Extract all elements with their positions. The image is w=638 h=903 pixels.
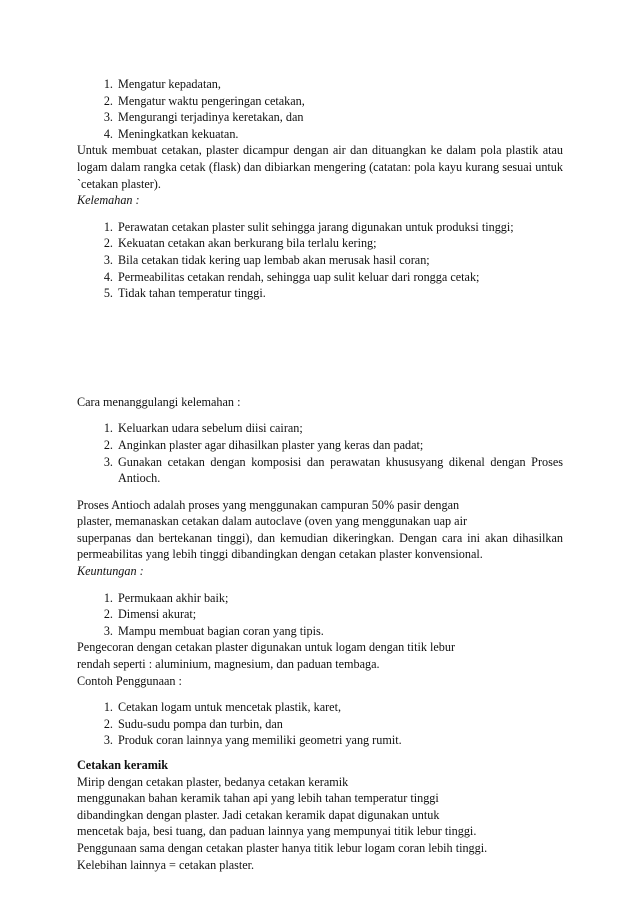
list-item: 3. Produk coran lainnya yang memiliki geometri yang rumit. bbox=[116, 732, 563, 749]
text-line: plaster, memanaskan cetakan dalam autoclave (oven yang menggunakan uap air bbox=[77, 514, 468, 529]
paragraph-antioch bbox=[77, 497, 563, 563]
intro-list bbox=[77, 70, 563, 142]
list-item: 3. Mampu membuat bagian coran yang tipis. bbox=[116, 623, 563, 640]
text-line: menggunakan bahan keramik tahan api yang lebih tahan temperatur tinggi bbox=[77, 791, 439, 806]
list-item: 2. Kekuatan cetakan akan berkurang bila terlalu kering; bbox=[116, 235, 563, 252]
text-line: superpanas dan bertekanan tinggi), dan kemudian dikeringkan. Dengan cara ini akan dihasilkan permeabilitas yang lebih tinggi dibandingkan dengan cetakan plaster konvensional. bbox=[77, 530, 563, 562]
text-line: rendah seperti : aluminium, magnesium, dan paduan tembaga. bbox=[77, 657, 380, 672]
paragraph-pengecoran bbox=[77, 639, 563, 672]
paragraph-plaster: Untuk membuat cetakan, plaster dicampur dengan air dan dituangkan ke dalam pola plastik atau logam dalam rangka cetak (flask) dan dibiarkan mengering (catatan: pola kayu kurang sesuai untuk `cetakan plaster). bbox=[77, 143, 563, 191]
list-item: 1. Permukaan akhir baik; bbox=[116, 590, 563, 607]
text-line: mencetak baja, besi tuang, dan paduan lainnya yang mempunyai titik lebur tinggi. bbox=[77, 824, 477, 839]
text-line: Proses Antioch adalah proses yang menggunakan campuran 50% pasir dengan bbox=[77, 497, 460, 512]
heading-cara: Cara menanggulangi kelemahan : bbox=[77, 394, 241, 409]
keuntungan-list bbox=[77, 590, 563, 640]
list-item: 1. Mengatur kepadatan, bbox=[116, 76, 563, 93]
list-item: 2. Mengatur waktu pengeringan cetakan, bbox=[116, 93, 563, 110]
label-kelemahan: Kelemahan : bbox=[77, 193, 140, 208]
section-title-keramik: Cetakan keramik bbox=[77, 758, 169, 772]
text-line: Mirip dengan cetakan plaster, bedanya cetakan keramik bbox=[77, 774, 349, 789]
contoh-list bbox=[77, 699, 563, 749]
list-item: 3. Gunakan cetakan dengan komposisi dan perawatan khususyang dikenal dengan Proses Antioch. bbox=[116, 454, 563, 487]
heading-contoh: Contoh Penggunaan : bbox=[77, 673, 182, 688]
label-keuntungan: Keuntungan : bbox=[77, 564, 144, 579]
kelemahan-list bbox=[77, 219, 563, 302]
list-item: 4. Permeabilitas cetakan rendah, sehingga uap sulit keluar dari rongga cetak; bbox=[116, 269, 563, 286]
text-line: Kelebihan lainnya = cetakan plaster. bbox=[77, 857, 255, 872]
paragraph-keramik bbox=[77, 774, 563, 874]
text-line: dibandingkan dengan plaster. Jadi cetakan keramik dapat digunakan untuk bbox=[77, 807, 440, 822]
list-item: 3. Mengurangi terjadinya keretakan, dan bbox=[116, 109, 563, 126]
list-item: 5. Tidak tahan temperatur tinggi. bbox=[116, 285, 563, 302]
list-item: 2. Dimensi akurat; bbox=[116, 606, 563, 623]
text-line: Pengecoran dengan cetakan plaster digunakan untuk logam dengan titik lebur bbox=[77, 640, 456, 655]
document-page bbox=[77, 70, 563, 873]
list-item: 2. Sudu-sudu pompa dan turbin, dan bbox=[116, 716, 563, 733]
cara-list bbox=[77, 420, 563, 486]
list-item: 2. Anginkan plaster agar dihasilkan plaster yang keras dan padat; bbox=[116, 437, 563, 454]
list-item: 4. Meningkatkan kekuatan. bbox=[116, 126, 563, 143]
list-item: 3. Bila cetakan tidak kering uap lembab akan merusak hasil coran; bbox=[116, 252, 563, 269]
text-line: Penggunaan sama dengan cetakan plaster hanya titik lebur logam coran lebih tinggi. bbox=[77, 840, 488, 855]
list-item: 1. Keluarkan udara sebelum diisi cairan; bbox=[116, 420, 563, 437]
list-item: 1. Perawatan cetakan plaster sulit sehingga jarang digunakan untuk produksi tinggi; bbox=[116, 219, 563, 236]
list-item: 1. Cetakan logam untuk mencetak plastik, karet, bbox=[116, 699, 563, 716]
